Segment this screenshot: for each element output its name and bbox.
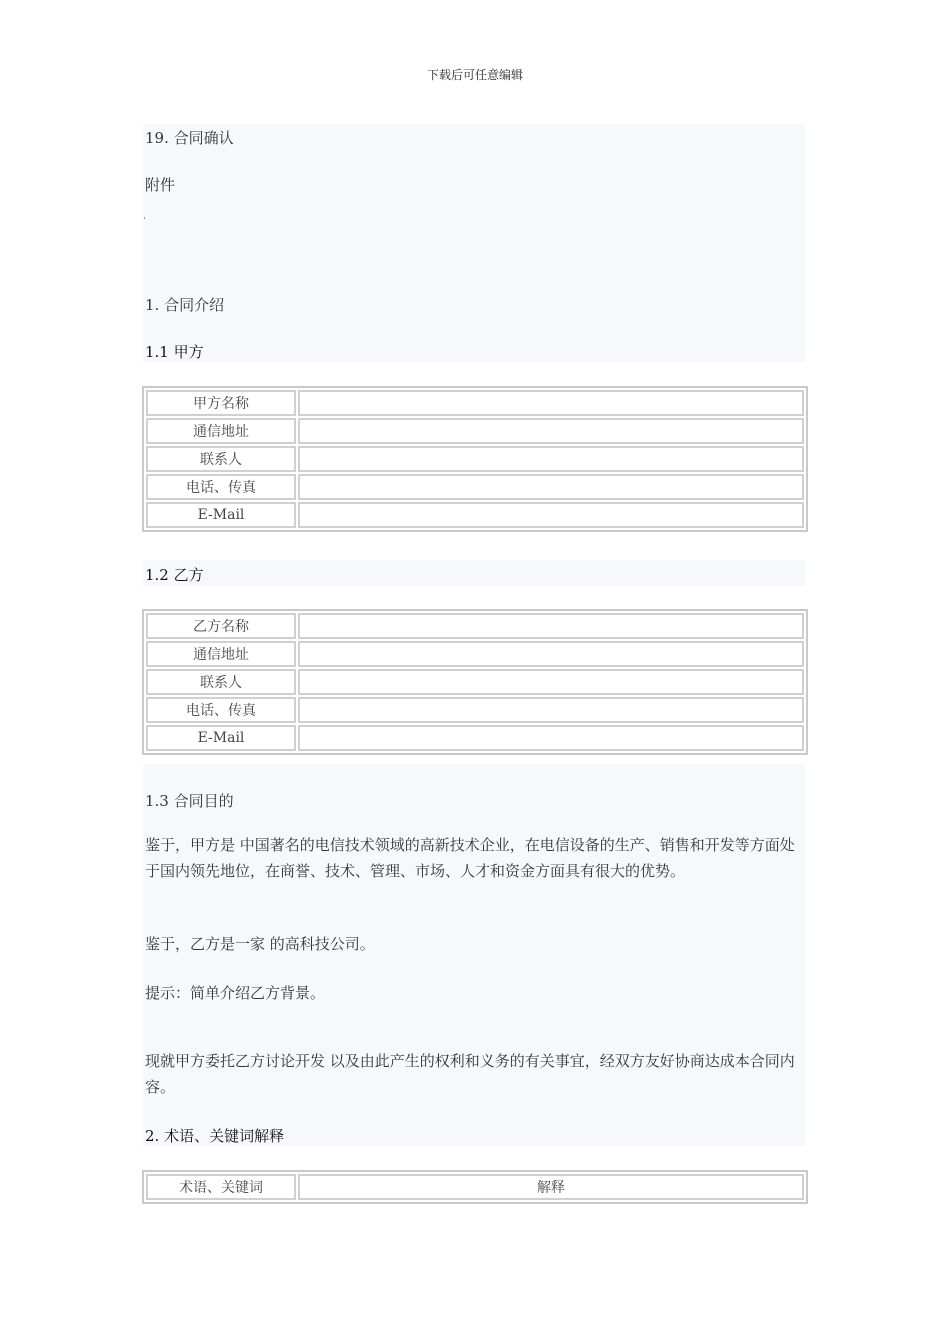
party-b-contact-label: 联系人: [146, 669, 296, 695]
party-a-contact-value[interactable]: [298, 446, 804, 472]
terms-header-term: 术语、关键词: [146, 1174, 296, 1200]
section-2-title: 2. 术语、关键词解释: [145, 1127, 285, 1145]
table-row: [146, 390, 804, 416]
party-a-email-value[interactable]: [298, 502, 804, 528]
party-b-phone-value[interactable]: [298, 697, 804, 723]
party-b-name-label: 乙方名称: [146, 613, 296, 639]
party-a-heading: 1.1 甲方: [145, 343, 204, 361]
toc-appendix: 附件: [145, 176, 176, 194]
party-b-address-value[interactable]: [298, 641, 804, 667]
party-b-table: [142, 609, 808, 755]
content-background: [143, 560, 805, 586]
marker-dot: [144, 217, 145, 219]
party-a-address-label: 通信地址: [146, 418, 296, 444]
table-row: [146, 502, 804, 528]
party-a-name-value[interactable]: [298, 390, 804, 416]
table-row: [146, 725, 804, 751]
party-a-phone-label: 电话、传真: [146, 474, 296, 500]
table-row: [146, 1174, 804, 1200]
table-row: [146, 418, 804, 444]
party-b-heading: 1.2 乙方: [145, 566, 204, 584]
purpose-hint: 提示：简单介绍乙方背景。: [145, 984, 326, 1002]
table-row: [146, 474, 804, 500]
party-b-name-value[interactable]: [298, 613, 804, 639]
party-a-phone-value[interactable]: [298, 474, 804, 500]
party-b-contact-value[interactable]: [298, 669, 804, 695]
party-a-contact-label: 联系人: [146, 446, 296, 472]
party-a-table: [142, 386, 808, 532]
party-b-email-label: E-Mail: [146, 725, 296, 751]
table-row: [146, 613, 804, 639]
party-b-phone-label: 电话、传真: [146, 697, 296, 723]
content-background: [143, 124, 805, 362]
party-a-address-value[interactable]: [298, 418, 804, 444]
table-row: [146, 446, 804, 472]
purpose-paragraph-2: 鉴于，乙方是一家 的高科技公司。: [145, 935, 375, 953]
party-b-email-value[interactable]: [298, 725, 804, 751]
table-row: [146, 669, 804, 695]
terms-table: [142, 1170, 808, 1204]
purpose-paragraph-3: 现就甲方委托乙方讨论开发 以及由此产生的权利和义务的有关事宜，经双方友好协商达成本合同内容。: [145, 1052, 795, 1096]
terms-header-explanation: 解释: [298, 1174, 804, 1200]
party-b-address-label: 通信地址: [146, 641, 296, 667]
table-row: [146, 641, 804, 667]
party-a-email-label: E-Mail: [146, 502, 296, 528]
table-row: [146, 697, 804, 723]
section-1-title: 1. 合同介绍: [145, 296, 225, 314]
toc-item-19: 19. 合同确认: [145, 129, 234, 147]
party-a-name-label: 甲方名称: [146, 390, 296, 416]
page-header: 下载后可任意编辑: [426, 68, 523, 82]
purpose-paragraph-1: 鉴于，甲方是 中国著名的电信技术领域的高新技术企业，在电信设备的生产、销售和开发等方面处于国内领先地位，在商誉、技术、管理、市场、人才和资金方面具有很大的优势。: [145, 836, 795, 880]
purpose-heading: 1.3 合同目的: [145, 792, 234, 810]
